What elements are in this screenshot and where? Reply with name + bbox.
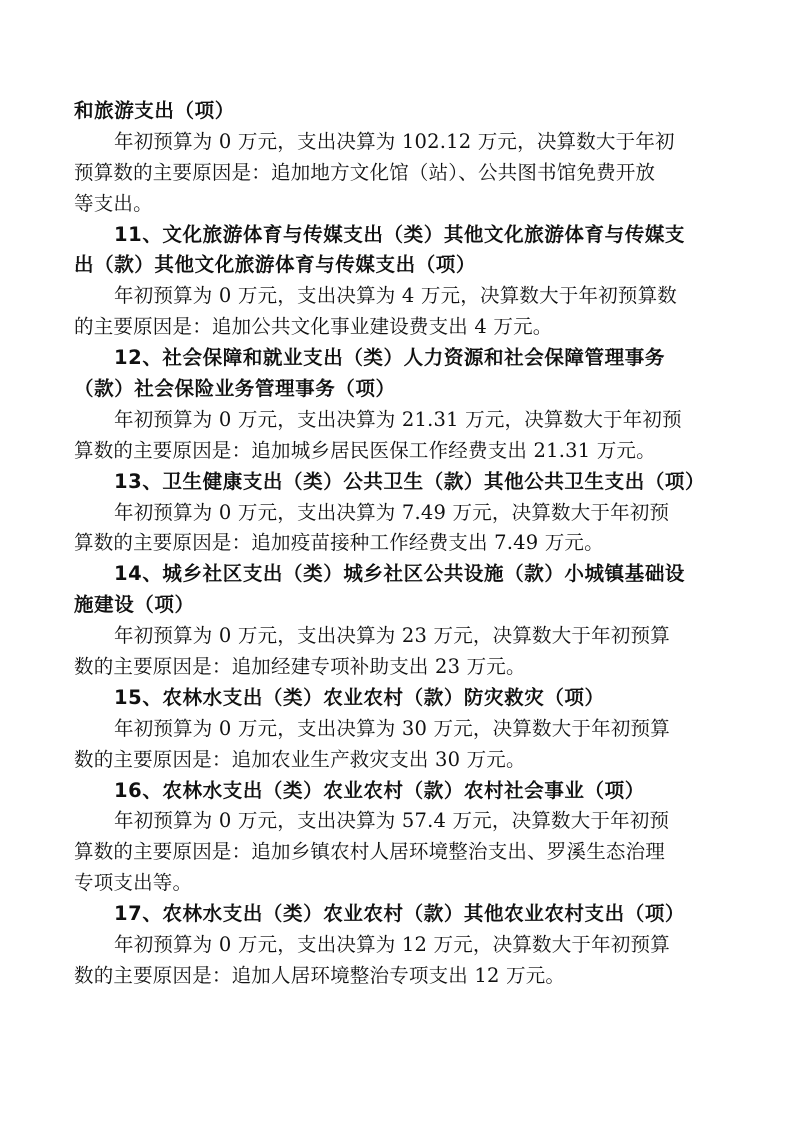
section-heading-line: 12、社会保障和就业支出（类）人力资源和社会保障管理事务	[114, 346, 665, 370]
paragraph-line: 年初预算为 0 万元，支出决算为 102.12 万元，决算数大于年初	[114, 129, 675, 153]
section-heading-line: 15、农林水支出（类）农业农村（款）防灾救灾（项）	[114, 685, 605, 709]
paragraph-line: 等支出。	[74, 191, 153, 215]
paragraph-line: 数的主要原因是：追加人居环境整治专项支出 12 万元。	[74, 963, 566, 987]
paragraph-line: 数的主要原因是：追加经建专项补助支出 23 万元。	[74, 655, 526, 679]
section-heading-line: 17、农林水支出（类）农业农村（款）其他农业农村支出（项）	[114, 902, 686, 926]
paragraph-line: 数的主要原因是：追加农业生产救灾支出 30 万元。	[74, 747, 526, 771]
section-heading-line: 16、农林水支出（类）农业农村（款）农村社会事业（项）	[114, 778, 645, 802]
paragraph-line: 年初预算为 0 万元，支出决算为 21.31 万元，决算数大于年初预	[114, 407, 682, 431]
paragraph-line: 算数的主要原因是：追加乡镇农村人居环境整治支出、罗溪生态治理	[74, 840, 666, 864]
paragraph-line: 专项支出等。	[74, 871, 193, 895]
paragraph-line: 算数的主要原因是：追加疫苗接种工作经费支出 7.49 万元。	[74, 531, 604, 555]
paragraph-line: 算数的主要原因是：追加城乡居民医保工作经费支出 21.31 万元。	[74, 438, 656, 462]
paragraph-line: 年初预算为 0 万元，支出决算为 7.49 万元，决算数大于年初预	[114, 500, 670, 524]
section-heading-line: 和旅游支出（项）	[74, 99, 235, 122]
section-heading-line: 11、文化旅游体育与传媒支出（类）其他文化旅游体育与传媒支	[114, 222, 686, 246]
paragraph-line: 年初预算为 0 万元，支出决算为 12 万元，决算数大于年初预算	[114, 933, 670, 957]
section-heading-line: 施建设（项）	[74, 593, 195, 617]
paragraph-line: 年初预算为 0 万元，支出决算为 4 万元，决算数大于年初预算数	[114, 284, 678, 308]
paragraph-line: 年初预算为 0 万元，支出决算为 23 万元，决算数大于年初预算	[114, 624, 670, 648]
section-heading-line: 14、城乡社区支出（类）城乡社区公共设施（款）小城镇基础设	[114, 562, 686, 586]
paragraph-line: 的主要原因是：追加公共文化事业建设费支出 4 万元。	[74, 315, 553, 339]
document-body	[74, 96, 724, 992]
section-heading-line: 13、卫生健康支出（类）公共卫生（款）其他公共卫生支出（项）	[114, 469, 706, 493]
paragraph-line: 年初预算为 0 万元，支出决算为 57.4 万元，决算数大于年初预	[114, 809, 670, 833]
paragraph-line: 预算数的主要原因是：追加地方文化馆（站）、公共图书馆免费开放	[74, 160, 656, 184]
section-heading-line: （款）社会保险业务管理事务（项）	[74, 377, 396, 401]
section-heading-line: 出（款）其他文化旅游体育与传媒支出（项）	[74, 253, 477, 277]
paragraph-line: 年初预算为 0 万元，支出决算为 30 万元，决算数大于年初预算	[114, 716, 670, 740]
